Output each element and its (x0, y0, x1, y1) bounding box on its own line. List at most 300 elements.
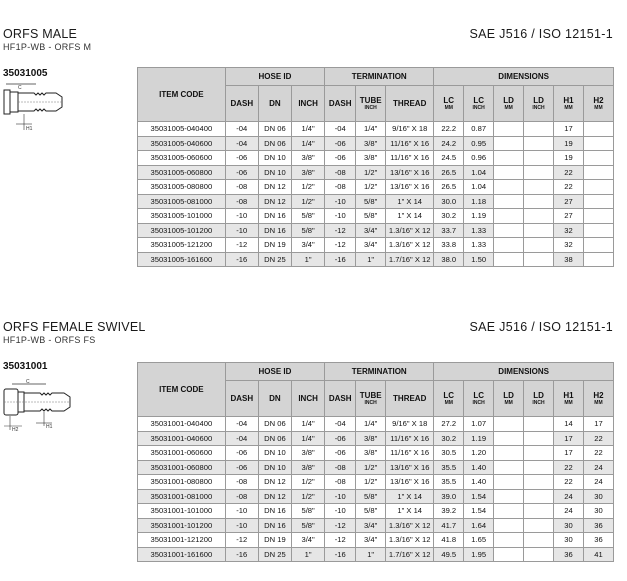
cell-ld-mm (494, 504, 524, 519)
cell-h1: 27 (554, 209, 584, 224)
cell-hose-dn: DN 16 (258, 223, 291, 238)
section-title: ORFS MALE (3, 27, 78, 41)
cell-lc-mm: 22.2 (434, 122, 464, 137)
cell-thread: 13/16" X 16 (386, 180, 434, 195)
cell-hose-dash: -10 (225, 209, 258, 224)
cell-term-dash: -04 (325, 122, 356, 137)
cell-h2: 17 (583, 417, 613, 432)
cell-tube: 5/8" (356, 489, 386, 504)
cell-ld-mm (494, 547, 524, 562)
cell-ld-inch (524, 223, 554, 238)
cell-lc-inch: 1.19 (464, 431, 494, 446)
cell-ld-inch (524, 475, 554, 490)
cell-lc-inch: 1.20 (464, 446, 494, 461)
header-termination: TERMINATION (325, 68, 434, 86)
cell-tube: 1/2" (356, 460, 386, 475)
cell-tube: 3/8" (356, 136, 386, 151)
cell-hose-inch: 1/2" (292, 180, 325, 195)
cell-item-code: 35031001-060800 (138, 460, 226, 475)
table-row (138, 475, 614, 490)
cell-tube: 3/4" (356, 223, 386, 238)
cell-h2 (583, 165, 613, 180)
cell-hose-dash: -04 (225, 122, 258, 137)
cell-hose-inch: 3/8" (292, 151, 325, 166)
cell-hose-dash: -04 (225, 431, 258, 446)
cell-ld-inch (524, 446, 554, 461)
table-row (138, 194, 614, 209)
cell-ld-mm (494, 238, 524, 253)
cell-lc-mm: 33.7 (434, 223, 464, 238)
cell-ld-inch (524, 238, 554, 253)
header-lc-inch: LC INCH (464, 381, 494, 417)
cell-item-code: 35031005-101200 (138, 223, 226, 238)
cell-lc-mm: 26.5 (434, 180, 464, 195)
header-lc-mm: LC MM (434, 86, 464, 122)
header-lc-inch: LC INCH (464, 86, 494, 122)
cell-term-dash: -10 (325, 194, 356, 209)
table-row (138, 223, 614, 238)
cell-lc-mm: 30.5 (434, 446, 464, 461)
orfs-female-swivel-fitting-diagram (0, 376, 90, 436)
header-tube: TUBE INCH (356, 86, 386, 122)
cell-lc-inch: 1.40 (464, 460, 494, 475)
cell-lc-mm: 24.2 (434, 136, 464, 151)
cell-h1: 14 (554, 417, 584, 432)
cell-h1: 30 (554, 533, 584, 548)
cell-hose-inch: 1/2" (292, 475, 325, 490)
cell-lc-inch: 0.96 (464, 151, 494, 166)
cell-ld-inch (524, 136, 554, 151)
cell-hose-inch: 5/8" (292, 518, 325, 533)
cell-ld-inch (524, 151, 554, 166)
cell-tube: 1/2" (356, 475, 386, 490)
cell-hose-dn: DN 25 (258, 252, 291, 267)
cell-h1: 36 (554, 547, 584, 562)
header-h1: H1 MM (554, 381, 584, 417)
table-row (138, 180, 614, 195)
header-ld-inch: LD INCH (524, 381, 554, 417)
cell-ld-inch (524, 533, 554, 548)
cell-hose-dn: DN 16 (258, 504, 291, 519)
cell-hose-dash: -08 (225, 475, 258, 490)
table-row (138, 417, 614, 432)
cell-item-code: 35031001-040600 (138, 431, 226, 446)
cell-hose-inch: 1/4" (292, 136, 325, 151)
table-row (138, 460, 614, 475)
table-row (138, 547, 614, 562)
cell-term-dash: -06 (325, 431, 356, 446)
cell-tube: 3/8" (356, 151, 386, 166)
header-dn: DN (258, 381, 291, 417)
header-ld-mm: LD MM (494, 381, 524, 417)
cell-lc-inch: 1.54 (464, 489, 494, 504)
cell-tube: 1/2" (356, 180, 386, 195)
cell-ld-inch (524, 180, 554, 195)
cell-term-dash: -10 (325, 504, 356, 519)
cell-term-dash: -10 (325, 489, 356, 504)
cell-lc-mm: 39.0 (434, 489, 464, 504)
cell-h2 (583, 238, 613, 253)
cell-h1: 17 (554, 431, 584, 446)
cell-lc-inch: 1.04 (464, 165, 494, 180)
cell-lc-mm: 35.5 (434, 475, 464, 490)
cell-tube: 1/4" (356, 122, 386, 137)
cell-item-code: 35031005-080800 (138, 180, 226, 195)
cell-hose-inch: 5/8" (292, 209, 325, 224)
cell-tube: 1/4" (356, 417, 386, 432)
cell-h1: 27 (554, 194, 584, 209)
cell-hose-dn: DN 19 (258, 238, 291, 253)
header-thread: THREAD (386, 381, 434, 417)
cell-hose-dn: DN 06 (258, 136, 291, 151)
header-inch: INCH (292, 381, 325, 417)
cell-h2: 22 (583, 446, 613, 461)
cell-thread: 1.7/16" X 12 (386, 252, 434, 267)
cell-item-code: 35031005-161600 (138, 252, 226, 267)
table-row (138, 122, 614, 137)
header-item-code: ITEM CODE (138, 68, 226, 122)
header-hose-id: HOSE ID (225, 68, 324, 86)
cell-thread: 9/16" X 18 (386, 122, 434, 137)
cell-lc-inch: 1.33 (464, 238, 494, 253)
cell-hose-dash: -08 (225, 180, 258, 195)
cell-hose-dash: -06 (225, 460, 258, 475)
header-thread: THREAD (386, 86, 434, 122)
cell-term-dash: -12 (325, 238, 356, 253)
cell-lc-inch: 1.40 (464, 475, 494, 490)
cell-lc-mm: 41.8 (434, 533, 464, 548)
cell-term-dash: -08 (325, 460, 356, 475)
standard-label: SAE J516 / ISO 12151-1 (469, 27, 613, 41)
header-h2: H2 MM (583, 86, 613, 122)
cell-h2: 36 (583, 533, 613, 548)
cell-hose-dash: -08 (225, 194, 258, 209)
cell-item-code: 35031005-060600 (138, 151, 226, 166)
cell-lc-mm: 33.8 (434, 238, 464, 253)
cell-lc-mm: 35.5 (434, 460, 464, 475)
cell-ld-inch (524, 194, 554, 209)
cell-hose-dash: -06 (225, 165, 258, 180)
cell-h1: 22 (554, 475, 584, 490)
dim-c-label: C (18, 85, 22, 91)
cell-hose-inch: 3/8" (292, 446, 325, 461)
cell-lc-mm: 41.7 (434, 518, 464, 533)
header-h2: H2 MM (583, 381, 613, 417)
cell-hose-dn: DN 10 (258, 460, 291, 475)
cell-hose-dash: -10 (225, 518, 258, 533)
cell-tube: 5/8" (356, 194, 386, 209)
cell-h1: 17 (554, 122, 584, 137)
part-number: 35031005 (3, 68, 48, 79)
part-number: 35031001 (3, 361, 48, 372)
cell-lc-mm: 30.2 (434, 209, 464, 224)
cell-h2: 24 (583, 475, 613, 490)
cell-ld-inch (524, 518, 554, 533)
cell-lc-inch: 1.64 (464, 518, 494, 533)
cell-hose-dash: -04 (225, 417, 258, 432)
cell-ld-mm (494, 475, 524, 490)
cell-hose-dn: DN 12 (258, 489, 291, 504)
cell-thread: 1.3/16" X 12 (386, 238, 434, 253)
cell-hose-dash: -10 (225, 223, 258, 238)
cell-hose-dn: DN 10 (258, 446, 291, 461)
cell-h1: 22 (554, 165, 584, 180)
cell-lc-inch: 0.87 (464, 122, 494, 137)
cell-thread: 13/16" X 16 (386, 475, 434, 490)
table-row (138, 504, 614, 519)
table-row (138, 431, 614, 446)
header-h1: H1 MM (554, 86, 584, 122)
cell-ld-inch (524, 489, 554, 504)
table-row (138, 518, 614, 533)
cell-lc-mm: 27.2 (434, 417, 464, 432)
cell-hose-inch: 1/2" (292, 489, 325, 504)
cell-thread: 11/16" X 16 (386, 446, 434, 461)
cell-hose-dash: -10 (225, 504, 258, 519)
cell-ld-inch (524, 165, 554, 180)
cell-item-code: 35031001-080800 (138, 475, 226, 490)
cell-h1: 30 (554, 518, 584, 533)
cell-hose-inch: 1/4" (292, 431, 325, 446)
cell-item-code: 35031005-101000 (138, 209, 226, 224)
cell-lc-inch: 1.95 (464, 547, 494, 562)
cell-tube: 3/4" (356, 518, 386, 533)
cell-h1: 24 (554, 489, 584, 504)
cell-thread: 1" X 14 (386, 489, 434, 504)
cell-lc-inch: 1.54 (464, 504, 494, 519)
cell-item-code: 35031001-040400 (138, 417, 226, 432)
cell-h2: 24 (583, 460, 613, 475)
cell-ld-inch (524, 504, 554, 519)
cell-term-dash: -06 (325, 446, 356, 461)
cell-hose-dn: DN 06 (258, 122, 291, 137)
cell-h2 (583, 180, 613, 195)
cell-hose-dn: DN 12 (258, 180, 291, 195)
table-row (138, 151, 614, 166)
cell-hose-inch: 5/8" (292, 504, 325, 519)
cell-tube: 1/2" (356, 165, 386, 180)
cell-h2: 41 (583, 547, 613, 562)
cell-ld-mm (494, 489, 524, 504)
cell-term-dash: -16 (325, 547, 356, 562)
header-lc-mm: LC MM (434, 381, 464, 417)
orfs-male-fitting-diagram (0, 80, 80, 135)
cell-hose-inch: 1/4" (292, 122, 325, 137)
cell-thread: 1.3/16" X 12 (386, 518, 434, 533)
cell-ld-inch (524, 460, 554, 475)
cell-item-code: 35031005-121200 (138, 238, 226, 253)
cell-ld-mm (494, 165, 524, 180)
cell-thread: 1.3/16" X 12 (386, 223, 434, 238)
cell-item-code: 35031005-060800 (138, 165, 226, 180)
cell-h1: 17 (554, 446, 584, 461)
cell-item-code: 35031001-081000 (138, 489, 226, 504)
cell-hose-inch: 3/4" (292, 238, 325, 253)
cell-hose-inch: 1" (292, 252, 325, 267)
section-subtitle: HF1P-WB - ORFS M (3, 42, 92, 52)
cell-ld-inch (524, 417, 554, 432)
cell-tube: 5/8" (356, 209, 386, 224)
header-hose-id: HOSE ID (225, 363, 324, 381)
cell-hose-dn: DN 25 (258, 547, 291, 562)
table-row (138, 136, 614, 151)
section-title: ORFS FEMALE SWIVEL (3, 320, 146, 334)
cell-tube: 3/8" (356, 431, 386, 446)
header-dash: DASH (225, 86, 258, 122)
cell-ld-mm (494, 209, 524, 224)
cell-thread: 11/16" X 16 (386, 431, 434, 446)
cell-term-dash: -06 (325, 151, 356, 166)
cell-ld-inch (524, 252, 554, 267)
cell-lc-mm: 30.0 (434, 194, 464, 209)
cell-h2: 36 (583, 518, 613, 533)
cell-item-code: 35031005-081000 (138, 194, 226, 209)
table-row (138, 238, 614, 253)
cell-hose-dash: -04 (225, 136, 258, 151)
table-row (138, 446, 614, 461)
cell-h1: 24 (554, 504, 584, 519)
cell-h1: 19 (554, 151, 584, 166)
standard-label: SAE J516 / ISO 12151-1 (469, 320, 613, 334)
cell-ld-mm (494, 252, 524, 267)
cell-hose-dash: -06 (225, 446, 258, 461)
cell-item-code: 35031005-040600 (138, 136, 226, 151)
cell-thread: 11/16" X 16 (386, 151, 434, 166)
cell-term-dash: -08 (325, 475, 356, 490)
cell-hose-dn: DN 06 (258, 417, 291, 432)
cell-hose-dash: -16 (225, 547, 258, 562)
table-row (138, 209, 614, 224)
cell-hose-dn: DN 12 (258, 475, 291, 490)
dim-h1-label: H1 (46, 424, 53, 430)
cell-term-dash: -12 (325, 533, 356, 548)
cell-lc-inch: 1.65 (464, 533, 494, 548)
cell-term-dash: -06 (325, 136, 356, 151)
cell-lc-inch: 1.50 (464, 252, 494, 267)
cell-lc-mm: 49.5 (434, 547, 464, 562)
cell-hose-dash: -12 (225, 238, 258, 253)
cell-term-dash: -12 (325, 223, 356, 238)
header-dn: DN (258, 86, 291, 122)
cell-hose-inch: 5/8" (292, 223, 325, 238)
cell-ld-mm (494, 417, 524, 432)
cell-h2: 22 (583, 431, 613, 446)
cell-h1: 32 (554, 238, 584, 253)
cell-lc-mm: 38.0 (434, 252, 464, 267)
cell-lc-mm: 26.5 (434, 165, 464, 180)
cell-ld-inch (524, 122, 554, 137)
cell-h1: 22 (554, 180, 584, 195)
cell-lc-inch: 1.07 (464, 417, 494, 432)
table-row (138, 533, 614, 548)
cell-h1: 32 (554, 223, 584, 238)
cell-hose-dash: -08 (225, 489, 258, 504)
table-row (138, 165, 614, 180)
cell-ld-mm (494, 460, 524, 475)
cell-item-code: 35031001-161600 (138, 547, 226, 562)
header-dimensions: DIMENSIONS (434, 68, 614, 86)
cell-thread: 1" X 14 (386, 209, 434, 224)
header-ld-mm: LD MM (494, 86, 524, 122)
cell-ld-mm (494, 518, 524, 533)
cell-ld-mm (494, 194, 524, 209)
cell-tube: 1" (356, 547, 386, 562)
header-term-dash: DASH (325, 86, 356, 122)
cell-hose-inch: 3/4" (292, 533, 325, 548)
cell-hose-inch: 1/4" (292, 417, 325, 432)
cell-hose-dn: DN 10 (258, 165, 291, 180)
cell-thread: 13/16" X 16 (386, 460, 434, 475)
cell-h1: 19 (554, 136, 584, 151)
cell-hose-inch: 1" (292, 547, 325, 562)
cell-tube: 1" (356, 252, 386, 267)
cell-thread: 11/16" X 16 (386, 136, 434, 151)
spec-table (137, 67, 614, 267)
cell-ld-mm (494, 180, 524, 195)
cell-term-dash: -12 (325, 518, 356, 533)
cell-term-dash: -10 (325, 209, 356, 224)
cell-lc-inch: 1.04 (464, 180, 494, 195)
cell-hose-dn: DN 16 (258, 518, 291, 533)
cell-tube: 3/4" (356, 533, 386, 548)
cell-lc-mm: 30.2 (434, 431, 464, 446)
spec-table (137, 362, 614, 562)
header-dimensions: DIMENSIONS (434, 363, 614, 381)
header-tube: TUBE INCH (356, 381, 386, 417)
cell-thread: 1" X 14 (386, 504, 434, 519)
table-row (138, 252, 614, 267)
cell-ld-mm (494, 136, 524, 151)
cell-h2 (583, 252, 613, 267)
cell-item-code: 35031001-101000 (138, 504, 226, 519)
dim-h2-label: H2 (12, 427, 19, 433)
header-term-dash: DASH (325, 381, 356, 417)
cell-lc-inch: 1.19 (464, 209, 494, 224)
table-row (138, 489, 614, 504)
cell-h2 (583, 209, 613, 224)
cell-lc-inch: 1.33 (464, 223, 494, 238)
cell-item-code: 35031001-121200 (138, 533, 226, 548)
cell-ld-inch (524, 209, 554, 224)
cell-item-code: 35031001-101200 (138, 518, 226, 533)
header-dash: DASH (225, 381, 258, 417)
cell-item-code: 35031001-060600 (138, 446, 226, 461)
cell-h1: 22 (554, 460, 584, 475)
cell-hose-inch: 3/8" (292, 165, 325, 180)
cell-h2: 30 (583, 504, 613, 519)
cell-ld-mm (494, 223, 524, 238)
cell-ld-mm (494, 122, 524, 137)
cell-h2 (583, 194, 613, 209)
cell-hose-dash: -12 (225, 533, 258, 548)
cell-thread: 1.7/16" X 12 (386, 547, 434, 562)
cell-term-dash: -04 (325, 417, 356, 432)
cell-h2 (583, 223, 613, 238)
cell-hose-dn: DN 16 (258, 209, 291, 224)
cell-term-dash: -08 (325, 165, 356, 180)
cell-ld-inch (524, 431, 554, 446)
dim-h1-label: H1 (26, 126, 33, 132)
cell-lc-inch: 1.18 (464, 194, 494, 209)
cell-hose-dn: DN 06 (258, 431, 291, 446)
cell-h2 (583, 122, 613, 137)
cell-hose-dn: DN 19 (258, 533, 291, 548)
cell-hose-dash: -06 (225, 151, 258, 166)
cell-term-dash: -16 (325, 252, 356, 267)
cell-tube: 5/8" (356, 504, 386, 519)
cell-h1: 38 (554, 252, 584, 267)
dim-c-label: C (26, 379, 30, 385)
